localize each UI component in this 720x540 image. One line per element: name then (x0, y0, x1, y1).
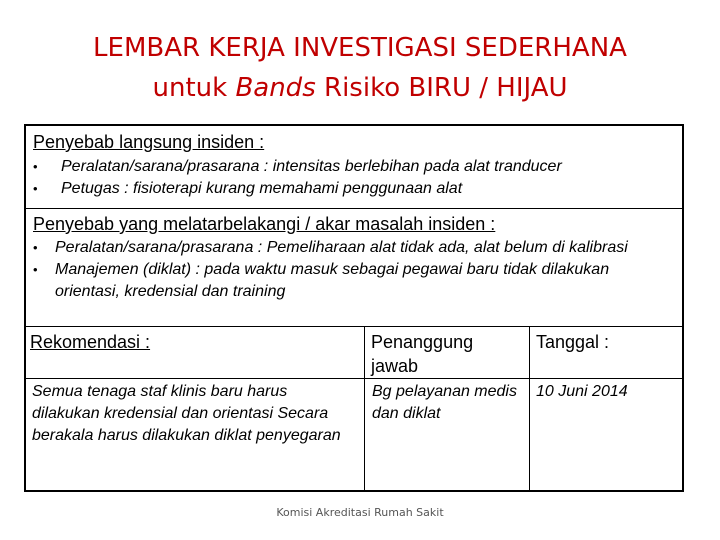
recommendation-table (26, 326, 682, 490)
column-divider (364, 326, 365, 490)
slide-title (0, 28, 720, 108)
direct-causes-list (33, 156, 678, 200)
root-causes-section (26, 208, 682, 327)
direct-causes-heading: Penyebab langsung insiden : (33, 132, 265, 152)
row-divider (26, 378, 682, 379)
responsible-text: Bg pelayanan medis dan diklat (372, 383, 517, 422)
worksheet (24, 124, 684, 492)
title-line-2-start: untuk (152, 73, 236, 103)
list-item: • Petugas : fisioterapi kurang memahami penggunaan alat (33, 178, 678, 200)
title-line-1: LEMBAR KERJA INVESTIGASI SEDERHANA (93, 33, 627, 63)
footer-text: Komisi Akreditasi Rumah Sakit (276, 506, 444, 519)
bullet-icon: • (33, 262, 38, 277)
list-item: • Peralatan/sarana/prasarana : intensitas berlebihan pada alat tranducer (33, 156, 678, 178)
root-causes-list (33, 237, 678, 303)
bullet-icon: • (33, 181, 38, 196)
bullet-icon: • (33, 159, 38, 174)
direct-causes-section (26, 126, 682, 209)
list-item: • Manajemen (diklat) : pada waktu masuk sebagai pegawai baru tidak dilakukan orientasi, kredensial dan training (33, 261, 610, 300)
list-item: • Peralatan/sarana/prasarana : Pemeliharaan alat tidak ada, alat belum di kalibrasi (33, 237, 678, 259)
bullet-icon: • (33, 240, 38, 255)
date-text: 10 Juni 2014 (536, 383, 628, 400)
root-causes-heading: Penyebab yang melatarbelakangi / akar masalah insiden : (33, 214, 496, 234)
recommendation-label: Rekomendasi : (30, 332, 151, 352)
responsible-label: Penanggung jawab (371, 332, 474, 376)
title-line-2 (0, 68, 720, 108)
date-label: Tanggal : (536, 332, 610, 352)
recommendation-text: Semua tenaga staf klinis baru harus dilakukan kredensial dan orientasi Secara berakala harus dilakukan diklat penyegaran (32, 383, 341, 444)
title-line-2-end: Risiko BIRU / HIJAU (315, 73, 568, 103)
column-divider (529, 326, 530, 490)
title-line-2-italic: Bands (235, 73, 316, 103)
